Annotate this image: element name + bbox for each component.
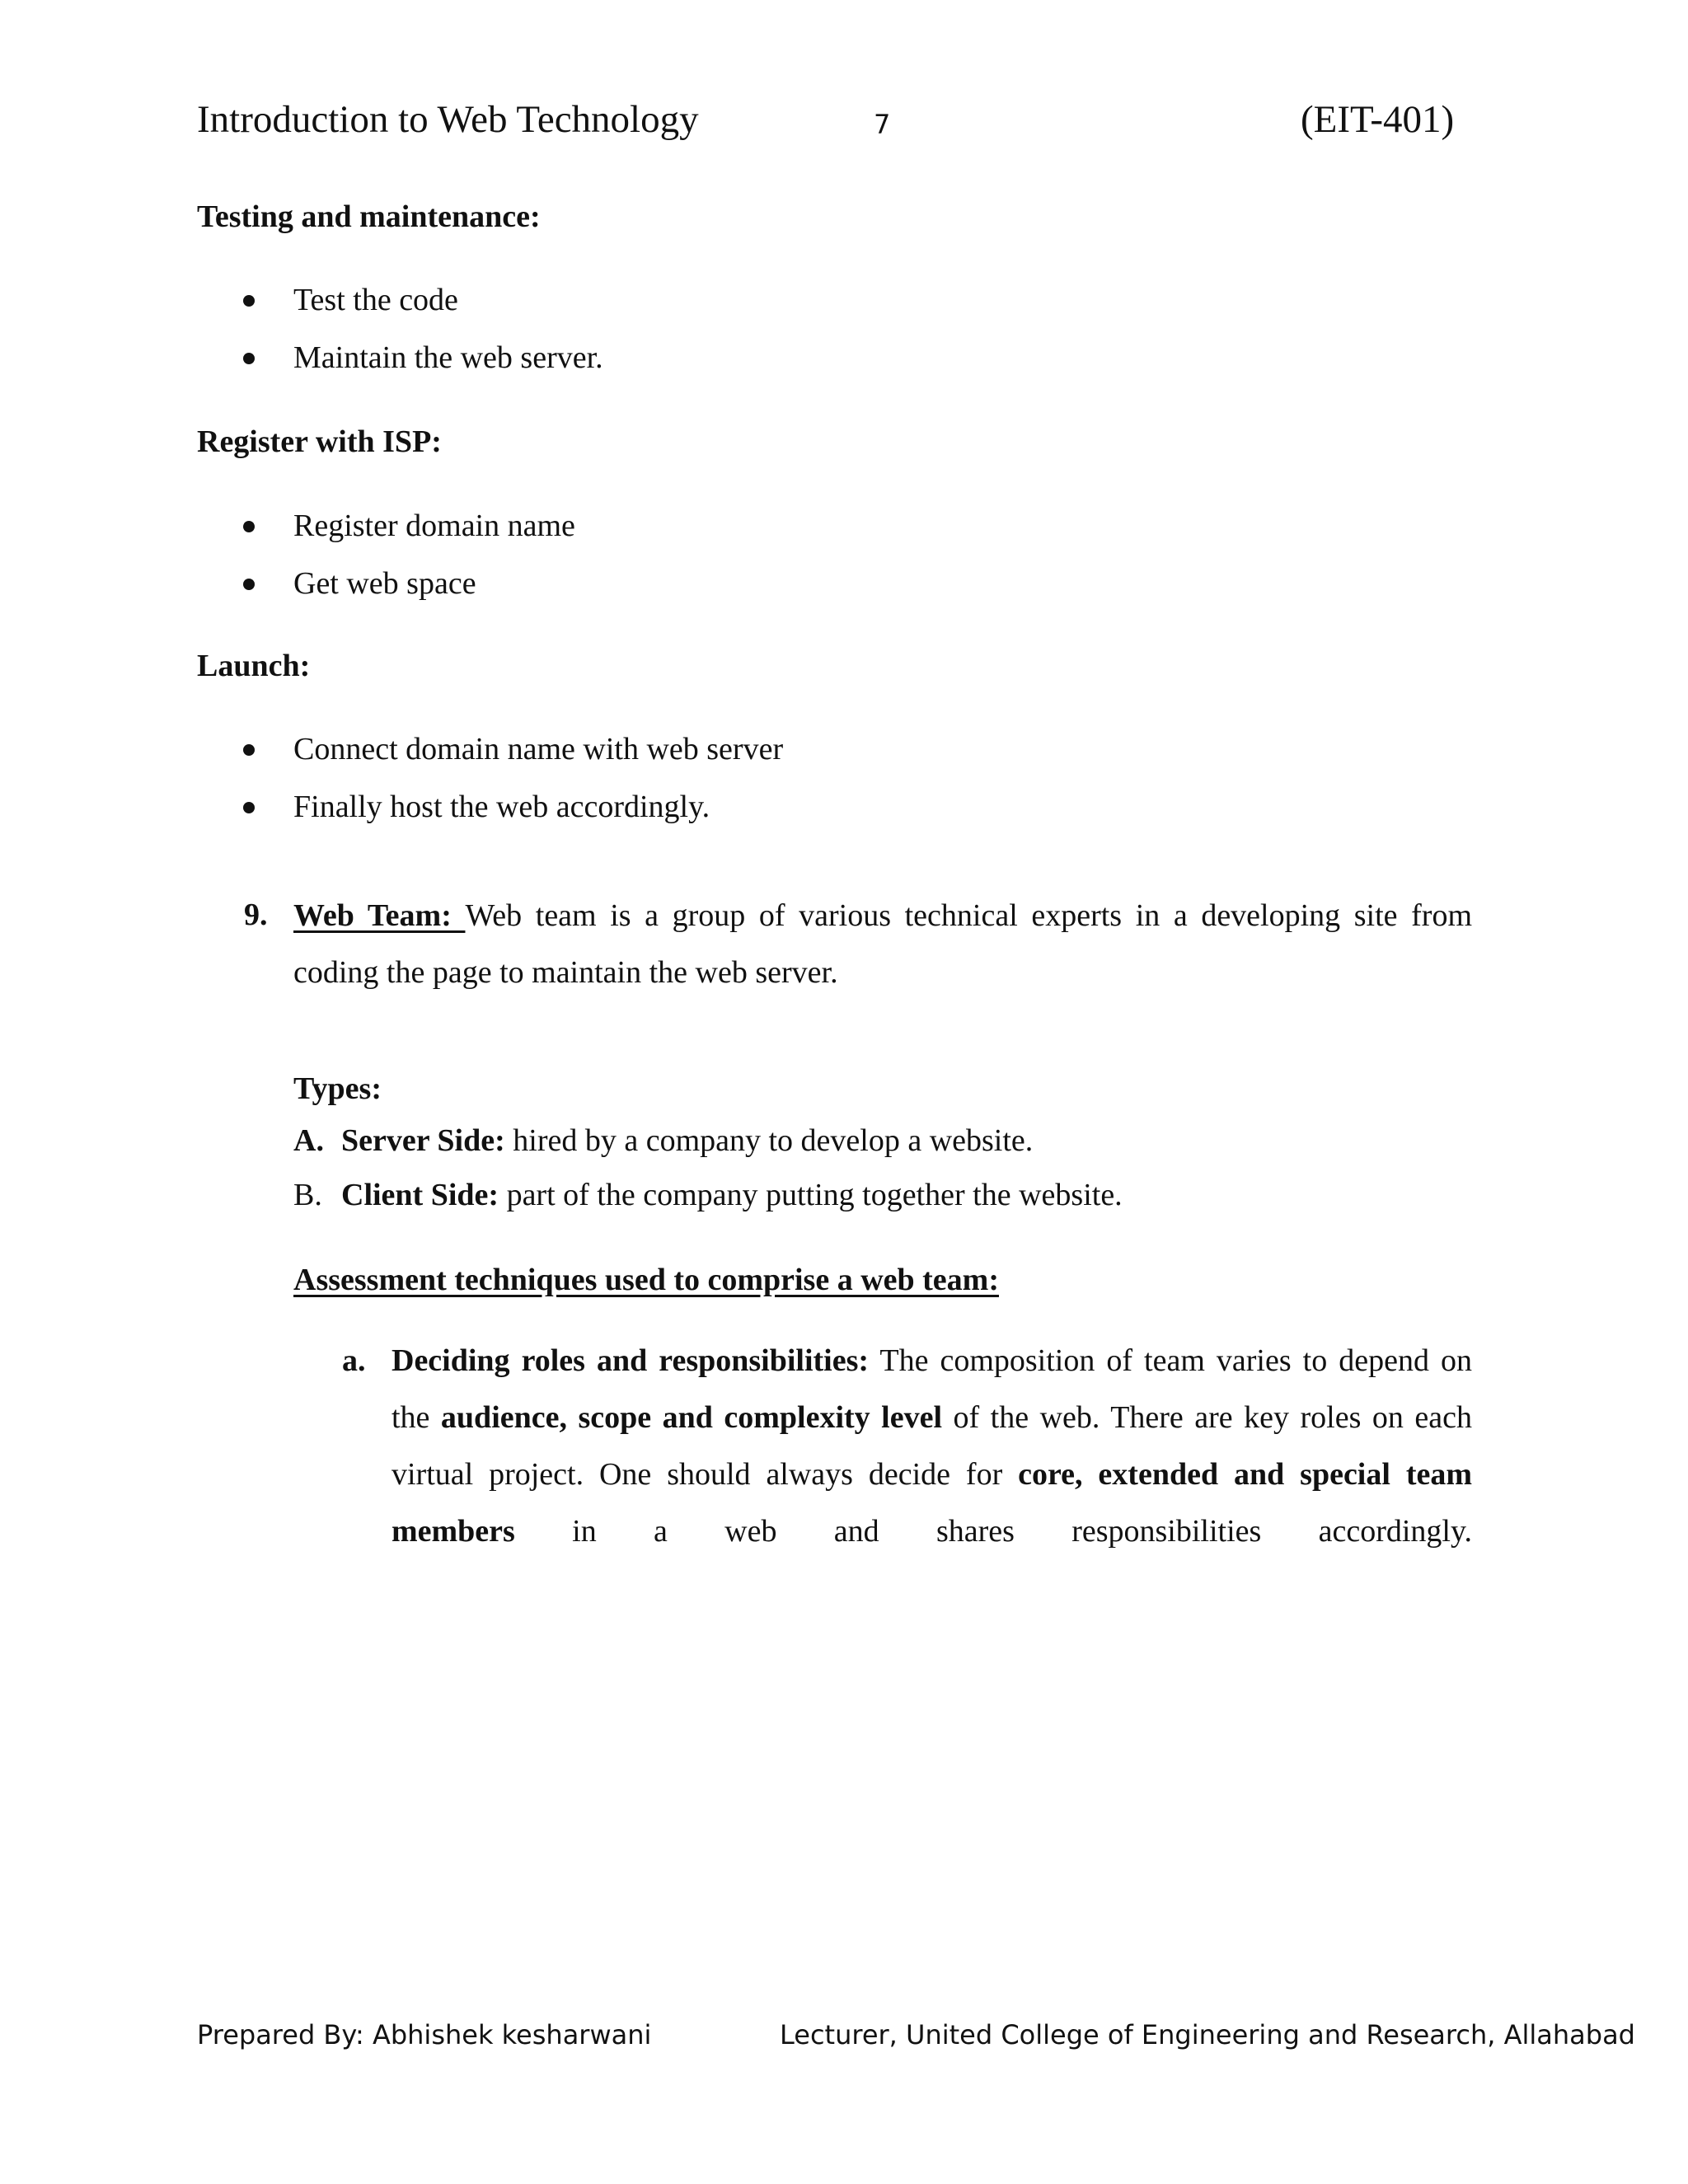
list-item: Finally host the web accordingly. bbox=[197, 778, 783, 836]
page-number: 7 bbox=[874, 109, 891, 140]
type-item-client: B. Client Side: part of the company putting together the website. bbox=[293, 1178, 1123, 1212]
list-item: Test the code bbox=[197, 271, 603, 329]
list-item: Connect domain name with web server bbox=[197, 720, 783, 778]
bullet-list-launch bbox=[197, 720, 783, 836]
bullet-icon bbox=[243, 295, 255, 307]
web-team-label: Web Team: bbox=[293, 898, 466, 933]
list-item: Register domain name bbox=[197, 497, 575, 555]
list-item: Get web space bbox=[197, 555, 575, 612]
bullet-icon bbox=[243, 802, 255, 813]
section-heading-launch: Launch: bbox=[197, 649, 311, 683]
footer-affiliation: Lecturer, United College of Engineering and Research, Allahabad bbox=[780, 2019, 1635, 2050]
bullet-icon bbox=[243, 521, 255, 532]
course-code: (EIT-401) bbox=[1301, 98, 1455, 141]
section-heading-register: Register with ISP: bbox=[197, 424, 442, 459]
assessment-heading: Assessment techniques used to comprise a web team: bbox=[293, 1263, 999, 1297]
type-label: Client Side: bbox=[341, 1178, 499, 1212]
assessment-item-roles: Deciding roles and responsibilities: The composition of team varies to depend on the audience, scope and complexity level of the web. There are key roles on each virtual project. One should always decide for core, extended and special team members in a web and shares responsibilities accordingly. bbox=[392, 1343, 1472, 1549]
web-team-paragraph: Web Team: Web team is a group of various technical experts in a developing site from coding the page to maintain the web server. bbox=[293, 898, 1473, 990]
type-marker: B. bbox=[293, 1178, 322, 1212]
types-heading: Types: bbox=[293, 1071, 382, 1106]
document-title: Introduction to Web Technology bbox=[197, 98, 699, 141]
bullet-icon bbox=[243, 744, 255, 756]
type-item-server: A. Server Side: hired by a company to develop a website. bbox=[293, 1123, 1034, 1158]
bullet-icon bbox=[243, 353, 255, 364]
item-number: 9. bbox=[244, 898, 268, 932]
assessment-marker: a. bbox=[342, 1343, 366, 1378]
section-heading-testing: Testing and maintenance: bbox=[197, 199, 541, 234]
type-marker: A. bbox=[293, 1123, 324, 1158]
bullet-list-testing bbox=[197, 271, 603, 387]
list-item: Maintain the web server. bbox=[197, 329, 603, 387]
bullet-list-register bbox=[197, 497, 575, 612]
bullet-icon bbox=[243, 579, 255, 590]
footer-author: Prepared By: Abhishek kesharwani bbox=[197, 2019, 652, 2050]
type-label: Server Side: bbox=[341, 1123, 505, 1158]
